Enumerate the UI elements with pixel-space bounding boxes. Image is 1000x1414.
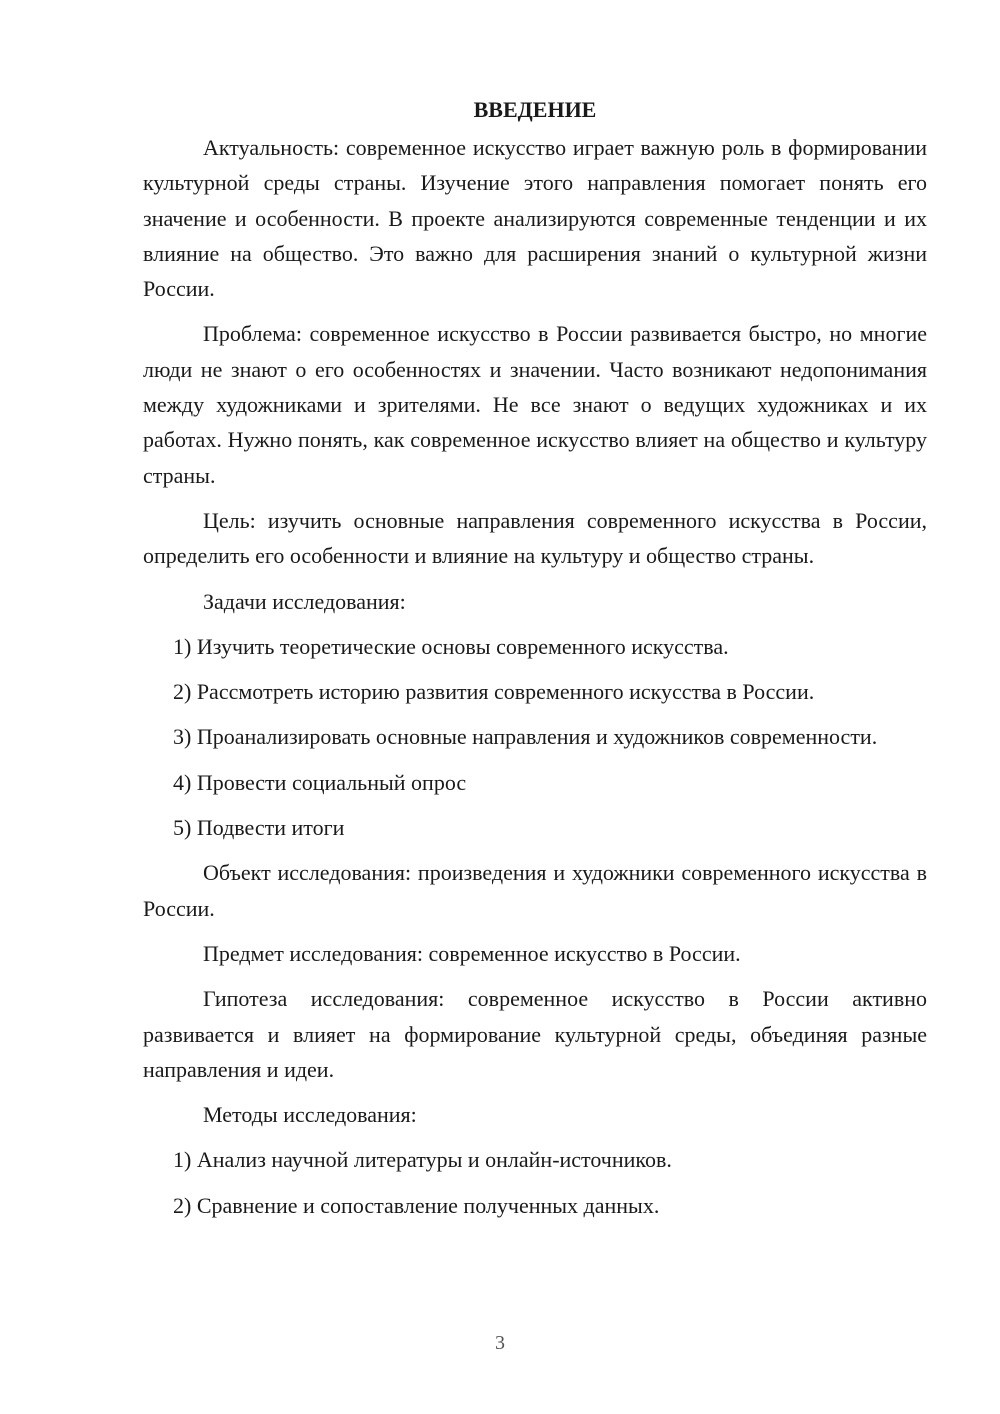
- paragraph-problem: Проблема: современное искусство в России развивается быстро, но многие люди не знают о его особенностях и значении. Часто возникают недопонимания между художниками и зрителями. Не все знают о ведущих художниках и их работах. Нужно понять, как современное искусство влияет на общество и культуру страны.: [143, 321, 927, 488]
- document-page: [143, 92, 927, 1233]
- method-item-2: 2) Сравнение и сопоставление полученных данных.: [173, 1192, 660, 1218]
- paragraph-object: Объект исследования: произведения и художники современного искусства в России.: [143, 860, 927, 921]
- task-item-1: 1) Изучить теоретические основы современного искусства.: [173, 633, 729, 659]
- task-item-5: 5) Подвести итоги: [173, 815, 345, 841]
- page-number: 3: [495, 1332, 505, 1354]
- section-title: ВВЕДЕНИЕ: [473, 97, 597, 122]
- paragraph-hypothesis: Гипотеза исследования: современное искусство в России активно развивается и влияет на формирование культурной среды, объединяя разные направления и идеи.: [143, 986, 927, 1082]
- paragraph-subject: Предмет исследования: современное искусство в России.: [203, 940, 741, 966]
- paragraph-methods-heading: Методы исследования:: [203, 1102, 417, 1128]
- task-item-2: 2) Рассмотреть историю развития современного искусства в России.: [173, 679, 815, 705]
- paragraph-tasks-heading: Задачи исследования:: [203, 588, 406, 614]
- method-item-1: 1) Анализ научной литературы и онлайн-источников.: [173, 1147, 672, 1173]
- paragraph-goal: Цель: изучить основные направления современного искусства в России, определить его особенности и влияние на культуру и общество страны.: [143, 507, 927, 569]
- task-item-3: 3) Проанализировать основные направления и художников современности.: [173, 724, 878, 750]
- paragraph-relevance: Актуальность: современное искусство играет важную роль в формировании культурной среды страны. Изучение этого направления помогает понять его значение и особенности. В проекте анализируются современные тенденции и их влияние на общество. Это важно для расширения знаний о культурной жизни России.: [143, 135, 927, 302]
- task-item-4: 4) Провести социальный опрос: [173, 769, 467, 795]
